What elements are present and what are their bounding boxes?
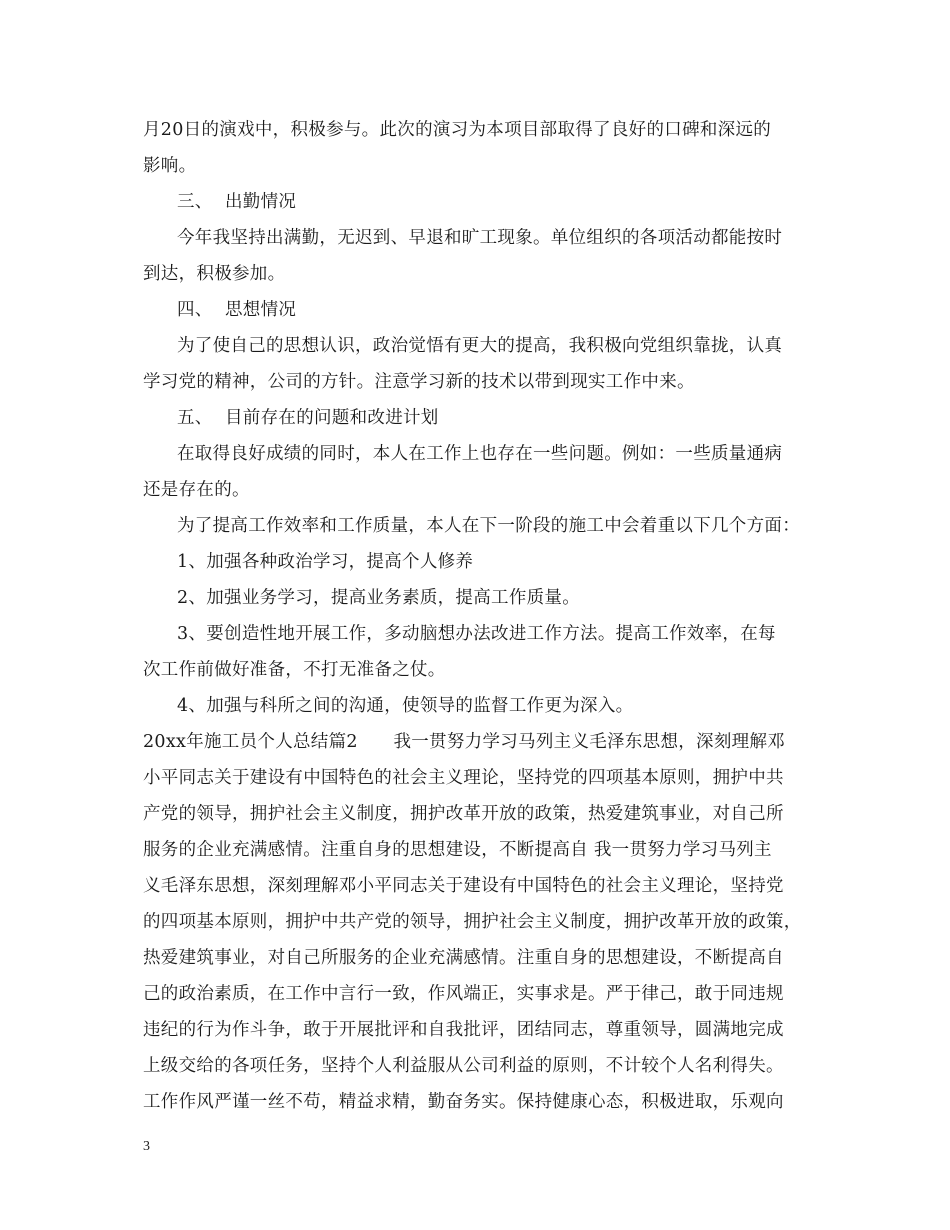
section-heading-attendance [177,191,296,213]
section-heading-thought [177,299,296,321]
paragraph-line: 小平同志关于建设有中国特色的社会主义理论，坚持党的四项基本原则，拥护中共 [143,768,784,788]
list-item: 2、加强业务学习，提高业务素质，提高工作质量。 [177,588,581,608]
paragraph-line: 还是存在的。 [143,480,250,500]
list-item: 3、要创造性地开展工作，多动脑想办法改进工作方法。提高工作效率，在每 [177,624,776,644]
paragraph-line: 己的政治素质，在工作中言行一致，作风端正，实事求是。严于律己，敢于同违规 [143,984,784,1004]
paragraph-line: 工作作风严谨一丝不苟，精益求精，勤奋务实。保持健康心态，积极进取，乐观向 [143,1092,784,1112]
paragraph-line: 今年我坚持出满勤，无迟到、早退和旷工现象。单位组织的各项活动都能按时 [177,228,783,248]
paragraph-line: 学习党的精神，公司的方针。注意学习新的技术以带到现实工作中来。 [143,372,695,392]
paragraph-line: 到达，积极参加。 [143,264,286,284]
section-title: 思想情况 [225,300,297,320]
paragraph-line: 上级交给的各项任务，坚持个人利益服从公司利益的原则，不计较个人名利得失。 [143,1056,784,1076]
list-item: 4、加强与科所之间的沟通，使领导的监督工作更为深入。 [177,696,634,716]
paragraph-line: 20xx年施工员个人总结篇2 我一贯努力学习马列主义毛泽东思想，深刻理解邓 [143,732,786,752]
paragraph-line: 违纪的行为作斗争，敢于开展批评和自我批评，团结同志，尊重领导，圆满地完成 [143,1020,784,1040]
paragraph-line: 热爱建筑事业，对自己所服务的企业充满感情。注重自身的思想建设，不断提高自 [143,948,784,968]
section-number: 四、 [177,300,213,320]
section-title: 目前存在的问题和改进计划 [225,408,439,428]
paragraph-line: 月20日的演戏中，积极参与。此次的演习为本项目部取得了良好的口碑和深远的 [143,120,772,140]
list-item: 1、加强各种政治学习，提高个人修养 [177,552,474,572]
paragraph-line: 次工作前做好准备，不打无准备之仗。 [143,660,446,680]
paragraph-line: 为了提高工作效率和工作质量，本人在下一阶段的施工中会着重以下几个方面： [177,516,800,536]
paragraph-line: 义毛泽东思想，深刻理解邓小平同志关于建设有中国特色的社会主义理论，坚持党 [143,876,784,896]
section-title: 出勤情况 [225,192,297,212]
paragraph-line: 影响。 [143,156,197,176]
page-number: 3 [143,1139,150,1154]
paragraph-line: 服务的企业充满感情。注重自身的思想建设，不断提高自 我一贯努力学习马列主 [143,840,772,860]
section-heading-problems [177,407,439,429]
paragraph-line: 产党的领导，拥护社会主义制度，拥护改革开放的政策，热爱建筑事业，对自己所 [143,804,784,824]
section-number: 五、 [177,408,213,428]
paragraph-line: 在取得良好成绩的同时，本人在工作上也存在一些问题。例如：一些质量通病 [177,444,783,464]
paragraph-line: 为了使自己的思想认识，政治觉悟有更大的提高，我积极向党组织靠拢，认真 [177,336,783,356]
section-number: 三、 [177,192,213,212]
paragraph-line: 的四项基本原则，拥护中共产党的领导，拥护社会主义制度，拥护改革开放的政策， [143,912,802,932]
